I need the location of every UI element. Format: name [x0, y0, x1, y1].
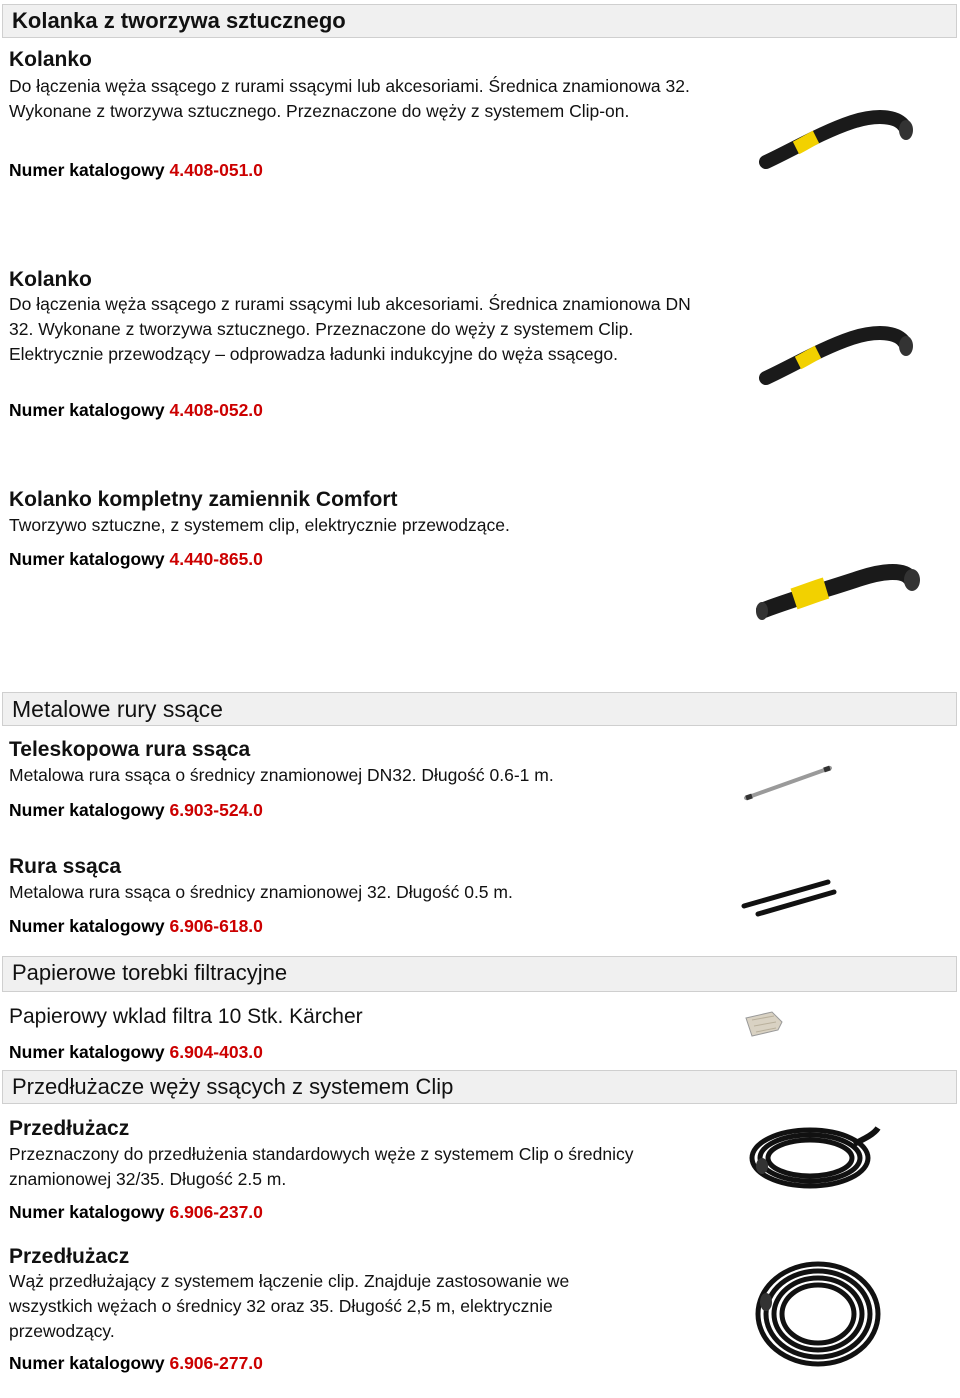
catalog-number-row — [9, 1353, 263, 1374]
catalog-number-row — [9, 160, 263, 181]
catalog-number: 6.904-403.0 — [169, 1042, 263, 1062]
catalog-label: Numer katalogowy — [9, 1353, 165, 1373]
product-title: Rura ssąca — [9, 855, 122, 878]
catalog-number-row — [9, 1202, 263, 1223]
catalog-label: Numer katalogowy — [9, 549, 165, 569]
catalog-label: Numer katalogowy — [9, 800, 165, 820]
section-header-plastic-elbows: Kolanka z tworzywa sztucznego — [2, 4, 957, 38]
product-description: Metalowa rura ssąca o średnicy znamionowej DN32. Długość 0.6-1 m. — [9, 765, 554, 785]
catalog-number: 4.408-051.0 — [169, 160, 263, 180]
catalog-number-row — [9, 1042, 263, 1063]
product-description: Metalowa rura ssąca o średnicy znamionowej 32. Długość 0.5 m. — [9, 882, 513, 902]
catalog-label: Numer katalogowy — [9, 400, 165, 420]
catalog-number-row — [9, 400, 263, 421]
section-header-metal-tubes: Metalowe rury ssące — [2, 692, 957, 726]
elbow-yellow-clip-icon — [752, 306, 922, 396]
catalog-number: 4.440-865.0 — [169, 549, 263, 569]
catalog-number-row — [9, 549, 263, 570]
catalog-number: 6.906-277.0 — [169, 1353, 263, 1373]
catalog-number: 6.903-524.0 — [169, 800, 263, 820]
catalog-number: 6.906-618.0 — [169, 916, 263, 936]
catalog-label: Numer katalogowy — [9, 916, 165, 936]
product-title: Przedłużacz — [9, 1245, 130, 1268]
product-description: Tworzywo sztuczne, z systemem clip, elektrycznie przewodzące. — [9, 515, 510, 535]
catalog-number: 6.906-237.0 — [169, 1202, 263, 1222]
product-description: Wąż przedłużający z systemem łączenie clip. Znajduje zastosowanie we wszystkich wężach o średnicy 32 oraz 35. Długość 2,5 m, elektrycznie przewodzący. — [9, 1271, 570, 1341]
suction-tubes-icon — [740, 872, 840, 922]
product-description: Do łączenia węża ssącego z rurami ssącymi lub akcesoriami. Średnica znamionowa DN 32. Wykonane z tworzywa sztucznego. Przeznaczone do węży z systemem Clip. Elektrycznie przewodzący – odprowadza ładunki indukcyjne do węża ssącego. — [9, 294, 691, 364]
product-title: Teleskopowa rura ssąca — [9, 738, 251, 761]
product-title: Kolanko — [9, 48, 92, 71]
product-description: Do łączenia węża ssącego z rurami ssącymi lub akcesoriami. Średnica znamionowa 32. Wykonane z tworzywa sztucznego. Przeznaczone do węży z systemem Clip-on. — [9, 76, 690, 121]
telescopic-tube-icon — [740, 756, 840, 806]
coiled-hose-icon — [744, 1118, 884, 1198]
product-title: Przedłużacz — [9, 1117, 130, 1140]
catalog-label: Numer katalogowy — [9, 1202, 165, 1222]
product-title: Kolanko kompletny zamiennik Comfort — [9, 488, 398, 511]
section-header-paper-bags: Papierowe torebki filtracyjne — [2, 956, 957, 992]
elbow-comfort-icon — [746, 548, 926, 638]
catalog-label: Numer katalogowy — [9, 160, 165, 180]
product-description: Przeznaczony do przedłużenia standardowych węże z systemem Clip o średnicy znamionowej 32/35. Długość 2.5 m. — [9, 1144, 634, 1189]
section-header-hose-extensions: Przedłużacze węży ssących z systemem Clip — [2, 1070, 957, 1104]
catalog-number-row — [9, 916, 263, 937]
catalog-label: Numer katalogowy — [9, 1042, 165, 1062]
product-title: Papierowy wklad filtra 10 Stk. Kärcher — [9, 1005, 363, 1028]
product-title: Kolanko — [9, 268, 92, 291]
elbow-yellow-clip-icon — [752, 92, 922, 182]
catalog-number-row — [9, 800, 263, 821]
catalog-number: 4.408-052.0 — [169, 400, 263, 420]
coiled-hose-large-icon — [748, 1254, 888, 1374]
paper-filter-bag-icon — [742, 1008, 786, 1040]
